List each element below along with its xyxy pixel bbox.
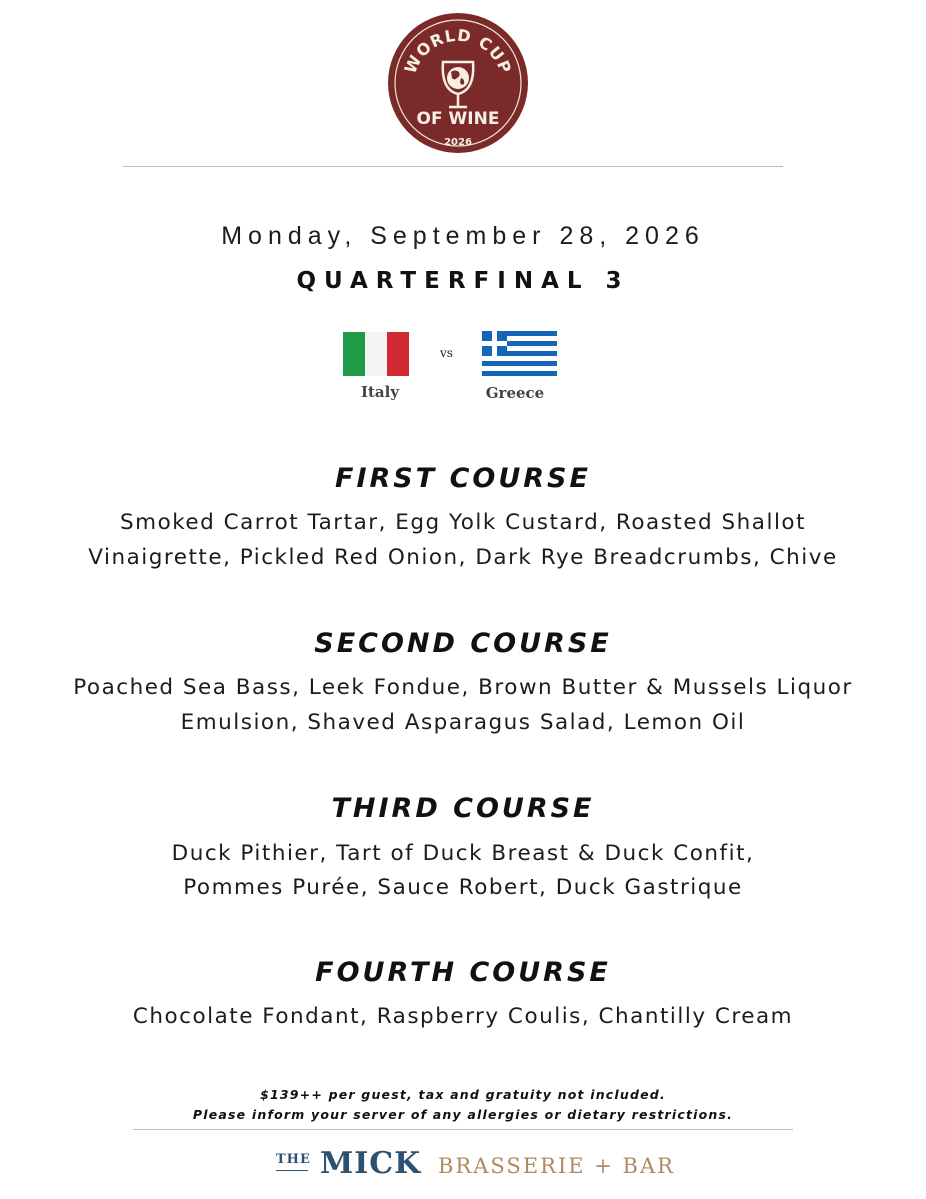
second-course-heading: SECOND COURSE	[314, 628, 612, 659]
top-divider	[123, 166, 783, 167]
first-course-line-2: Vinaigrette, Pickled Red Onion, Dark Rye Breadcrumbs, Chive	[88, 545, 838, 570]
brand-underline	[276, 1170, 308, 1171]
bottom-divider	[133, 1129, 793, 1130]
team2-name: Greece	[485, 384, 545, 402]
brand-subtitle: BRASSERIE + BAR	[438, 1154, 675, 1178]
italy-flag-icon	[343, 332, 409, 376]
price-note: $139++ per guest, tax and gratuity not included.	[260, 1087, 666, 1102]
third-course-heading: THIRD COURSE	[331, 793, 595, 824]
brand-the: THE	[276, 1152, 311, 1167]
event-round: QUARTERFINAL 3	[296, 268, 630, 294]
fourth-course-line-1: Chocolate Fondant, Raspberry Coulis, Chantilly Cream	[132, 1004, 794, 1029]
fourth-course-heading: FOURTH COURSE	[315, 957, 611, 988]
event-date: Monday, September 28, 2026	[221, 222, 705, 250]
logo-year: 2026	[444, 137, 472, 148]
allergy-note: Please inform your server of any allergies or dietary restrictions.	[192, 1107, 734, 1122]
world-cup-of-wine-logo	[387, 12, 529, 154]
third-course-line-1: Duck Pithier, Tart of Duck Breast & Duck Confit,	[171, 841, 755, 866]
first-course-heading: FIRST COURSE	[335, 463, 591, 494]
svg-text:WORLD CUP: WORLD CUP	[400, 25, 516, 77]
third-course-line-2: Pommes Purée, Sauce Robert, Duck Gastrique	[183, 875, 743, 900]
team1-name: Italy	[360, 383, 400, 401]
brand-logo	[276, 1146, 696, 1186]
second-course-line-1: Poached Sea Bass, Leek Fondue, Brown Butter & Mussels Liquor	[73, 675, 853, 700]
greece-flag-icon	[482, 331, 557, 376]
first-course-line-1: Smoked Carrot Tartar, Egg Yolk Custard, Roasted Shallot	[119, 510, 807, 535]
second-course-line-2: Emulsion, Shaved Asparagus Salad, Lemon Oil	[180, 710, 746, 735]
brand-name: MICK	[320, 1146, 422, 1181]
logo-of-wine: OF WINE	[416, 109, 500, 129]
versus-label: vs	[440, 346, 453, 360]
